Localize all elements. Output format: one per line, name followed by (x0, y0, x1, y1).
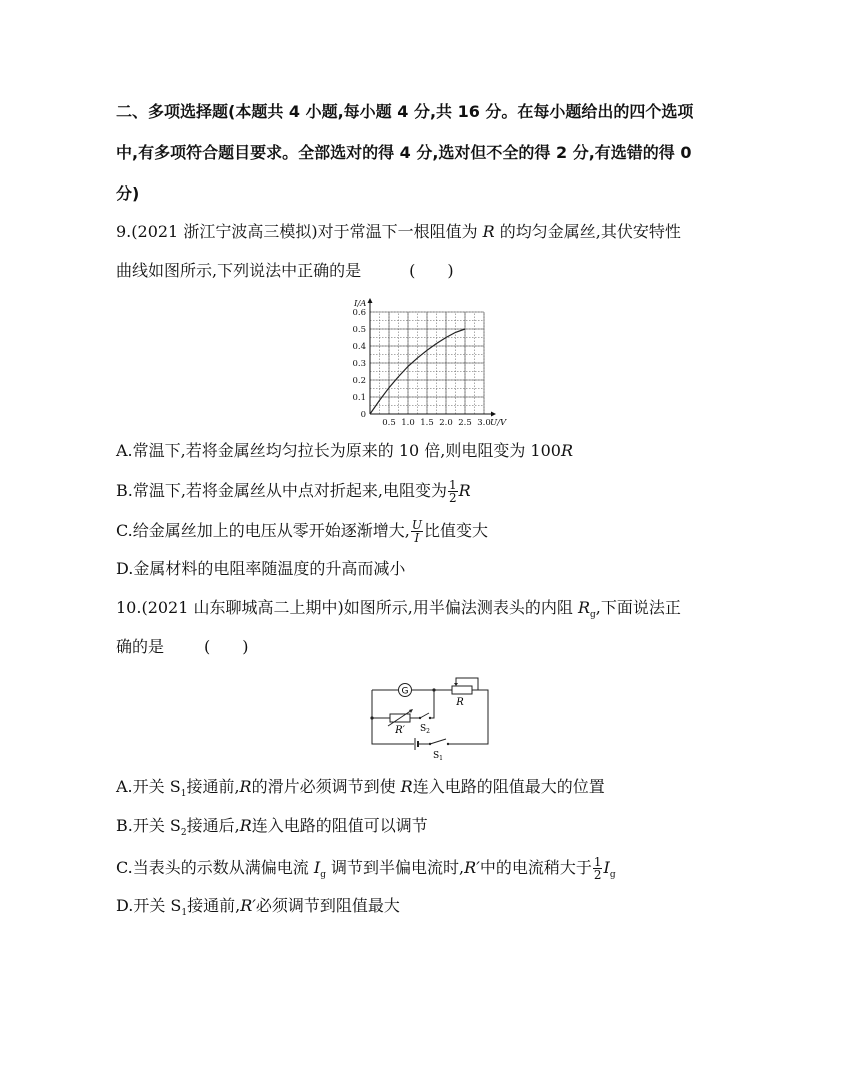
section-header-line-2: 中,有多项符合题目要求。全部选对的得 4 分,选对但不全的得 2 分,有选错的得 0 (116, 143, 692, 162)
x-tick-label: 0.5 (382, 418, 396, 428)
q9-source: (2021 浙江宁波高三模拟) (131, 222, 318, 241)
section-header-line-3: 分) (116, 184, 140, 203)
x-axis-arrow (491, 412, 496, 417)
x-tick-label: 2.0 (439, 418, 453, 428)
y-tick-label: 0.6 (352, 308, 366, 318)
fraction: $\frac{1}{2}$ (449, 478, 457, 505)
y-tick-label: 0.2 (352, 376, 366, 386)
y-axis-label: I/A (354, 299, 367, 309)
resistor-r-label: R (456, 697, 464, 708)
fraction: $\frac{U}{I}$ (411, 518, 422, 545)
q10-stem-line-2: 确的是 ( ) (116, 637, 249, 656)
fraction: $\frac{1}{2}$ (593, 855, 602, 882)
x-tick-label: 3.0 (477, 418, 491, 428)
section-header-line-1: 二、多项选择题(本题共 4 小题,每小题 4 分,共 16 分。在每小题给出的四个选项 (116, 102, 694, 121)
x-axis-label: U/V (490, 418, 507, 428)
q10-number: 10. (116, 598, 142, 617)
switch-s2-label: $S_2$ (420, 724, 430, 735)
q9-stem-line-1: 9.(2021 浙江宁波高三模拟)对于常温下一根阻值为 R 的均匀金属丝,其伏安特性 (116, 222, 681, 241)
q10-option-d: D.开关 $S_1$接通前,R′必须调节到阻值最大 (116, 896, 400, 919)
q10-stem-line-1: 10.(2021 山东聊城高二上期中)如图所示,用半偏法测表头的内阻 $R_g$,下面说法正 (116, 598, 681, 621)
q10-option-b: B.开关 $S_2$接通后,R连入电路的阻值可以调节 (116, 816, 428, 839)
y-axis-arrow (368, 298, 373, 303)
x-tick-label: 1.0 (401, 418, 415, 428)
q9-number: 9. (116, 222, 132, 241)
q10-option-a: A.开关 $S_1$接通前,R的滑片必须调节到使 R连入电路的阻值最大的位置 (116, 777, 605, 800)
q9-stem-line-2: 曲线如图所示,下列说法中正确的是 ( ) (116, 261, 454, 280)
y-tick-label: 0.3 (352, 359, 366, 369)
galvanometer-label: G (401, 686, 409, 697)
q10-option-c: C.当表头的示数从满偏电流 $I_g$ 调节到半偏电流时,R′中的电流稍大于 $\frac{1}{2}$ $I_g$ (116, 855, 616, 882)
x-tick-label: 1.5 (420, 418, 434, 428)
q9-option-d: D.金属材料的电阻率随温度的升高而减小 (116, 559, 406, 578)
q9-option-b: B.常温下,若将金属丝从中点对折起来,电阻变为 $\frac{1}{2}$ R (116, 478, 471, 505)
iu-characteristic-graph (340, 284, 520, 434)
q9-option-a: A.常温下,若将金属丝均匀拉长为原来的 10 倍,则电阻变为 100R (116, 441, 574, 460)
resistor-rprime-label: R′ (395, 725, 405, 736)
half-deflection-circuit-diagram (368, 672, 492, 764)
switch-s1-label: $S_1$ (433, 751, 443, 762)
y-tick-label: 0.5 (352, 325, 366, 335)
y-tick-label: 0 (360, 410, 366, 420)
q9-option-c: C.给金属丝加上的电压从零开始逐渐增大, $\frac{U}{I}$ 比值变大 (116, 518, 488, 545)
y-tick-label: 0.4 (352, 342, 366, 352)
q10-answer-paren: ( ) (204, 637, 249, 656)
q9-answer-paren: ( ) (409, 261, 454, 280)
y-tick-label: 0.1 (352, 393, 366, 403)
q10-source: (2021 山东聊城高二上期中) (141, 598, 344, 617)
x-tick-label: 2.5 (458, 418, 472, 428)
